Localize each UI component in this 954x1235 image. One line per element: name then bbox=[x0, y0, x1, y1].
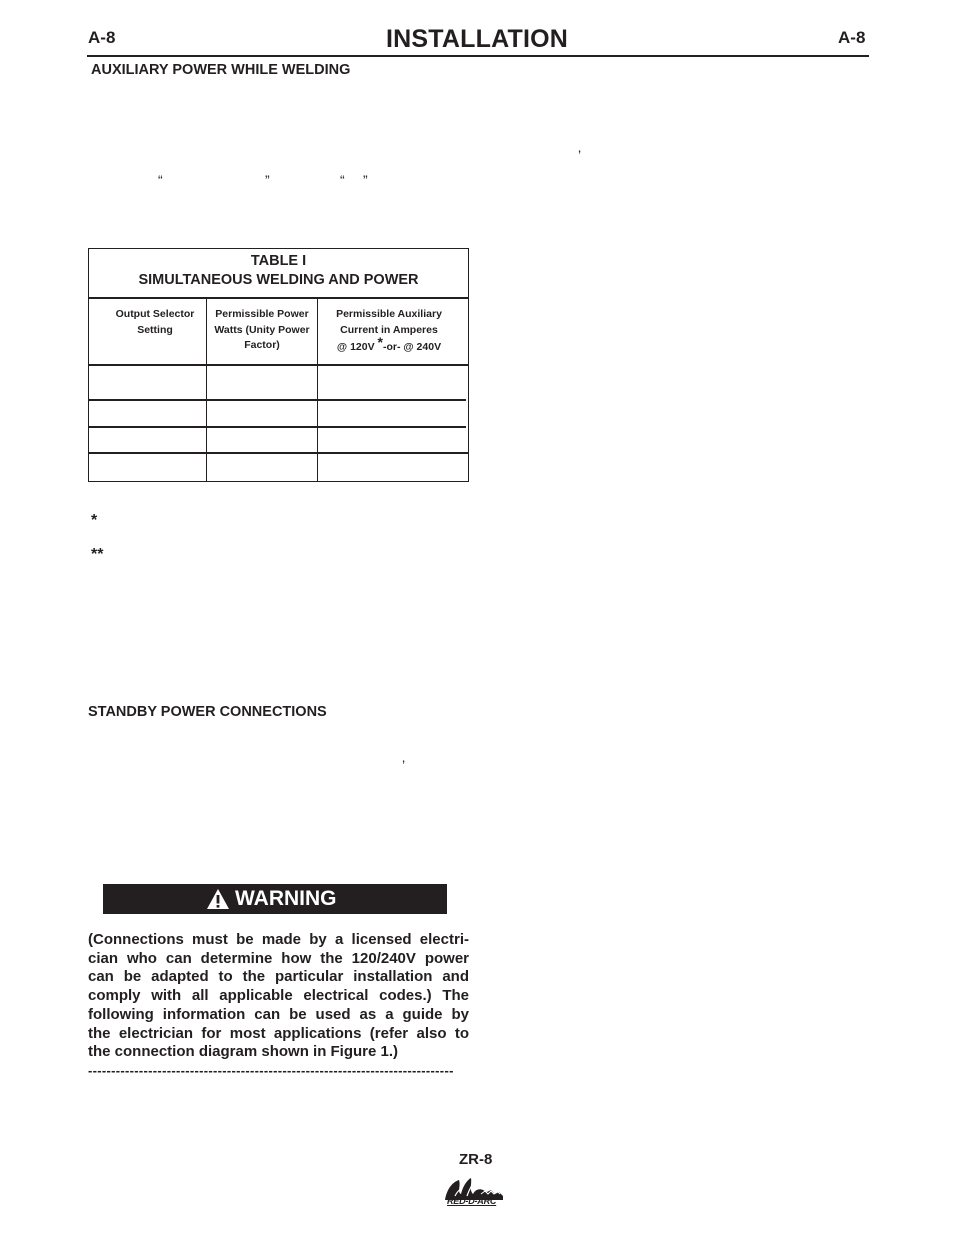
column-header-line: Output Selector bbox=[115, 308, 195, 320]
warning-banner bbox=[103, 884, 447, 914]
warning-line: can be adapted to the particular installation and bbox=[88, 968, 469, 986]
table-row-rule bbox=[89, 452, 468, 454]
column-header-line: Watts (Unity Power bbox=[214, 323, 310, 336]
column-header-line bbox=[318, 334, 460, 356]
warning-line: cian who can determine how the 120/240V power bbox=[88, 949, 469, 967]
stray-close-quote: ” bbox=[363, 172, 368, 188]
column-header-line: Setting bbox=[137, 323, 173, 336]
aux-power-heading: AUXILIARY POWER WHILE WELDING bbox=[91, 62, 351, 78]
model-number: ZR-8 bbox=[459, 1151, 493, 1168]
column-header-permissible-power bbox=[207, 307, 317, 354]
footnote-single-star: * bbox=[91, 512, 98, 529]
footnote-double-star: ** bbox=[91, 546, 104, 563]
footnote-marker: * bbox=[377, 334, 383, 350]
brand-name: RED-D-ARC bbox=[447, 1196, 497, 1206]
warning-line: comply with all applicable electrical codes.) The bbox=[88, 987, 469, 1005]
simultaneous-welding-table bbox=[88, 248, 469, 482]
header-rule bbox=[87, 55, 869, 57]
table-title-line-1: TABLE I bbox=[250, 253, 307, 269]
warning-separator: ------------------------------------------------------------------------------- bbox=[88, 1063, 454, 1078]
column-header-output-selector bbox=[93, 307, 217, 338]
column-header-auxiliary-current bbox=[318, 307, 460, 356]
warning-line: following information can be used as a guide by bbox=[88, 1005, 469, 1023]
page-title: INSTALLATION bbox=[385, 25, 568, 53]
table-divider bbox=[89, 297, 468, 299]
table-title-line-2: SIMULTANEOUS WELDING AND POWER bbox=[138, 272, 419, 288]
stray-open-quote: “ bbox=[158, 172, 163, 188]
warning-label: WARNING bbox=[235, 887, 337, 910]
warning-line: (Connections must be made by a licensed electri- bbox=[88, 931, 469, 948]
warning-line: the connection diagram shown in Figure 1.) bbox=[88, 1043, 399, 1061]
table-row-rule bbox=[89, 399, 466, 401]
stray-close-quote: ” bbox=[265, 172, 270, 188]
column-header-line: Current in Amperes bbox=[340, 323, 438, 336]
page-code-right: A-8 bbox=[838, 28, 866, 47]
column-header-line: Permissible Power bbox=[215, 308, 309, 320]
standby-power-heading: STANDBY POWER CONNECTIONS bbox=[88, 704, 327, 720]
table-row-rule bbox=[89, 426, 466, 428]
warning-triangle-icon bbox=[206, 888, 230, 910]
red-d-arc-logo bbox=[441, 1172, 507, 1208]
table-row-rule bbox=[89, 364, 468, 366]
warning-body bbox=[88, 931, 469, 1062]
column-header-text: -or- @ 240V bbox=[382, 341, 442, 353]
column-header-line: Permissible Auxiliary bbox=[336, 308, 442, 320]
column-header-line: Factor) bbox=[244, 339, 280, 351]
warning-line: the electrician for most applications (refer also to bbox=[88, 1024, 469, 1042]
stray-apostrophe: ’ bbox=[402, 757, 406, 773]
stray-open-quote: “ bbox=[340, 172, 345, 188]
stray-apostrophe: ’ bbox=[578, 147, 582, 163]
column-header-text: @ 120V bbox=[336, 341, 378, 353]
page-code-left: A-8 bbox=[88, 28, 116, 47]
